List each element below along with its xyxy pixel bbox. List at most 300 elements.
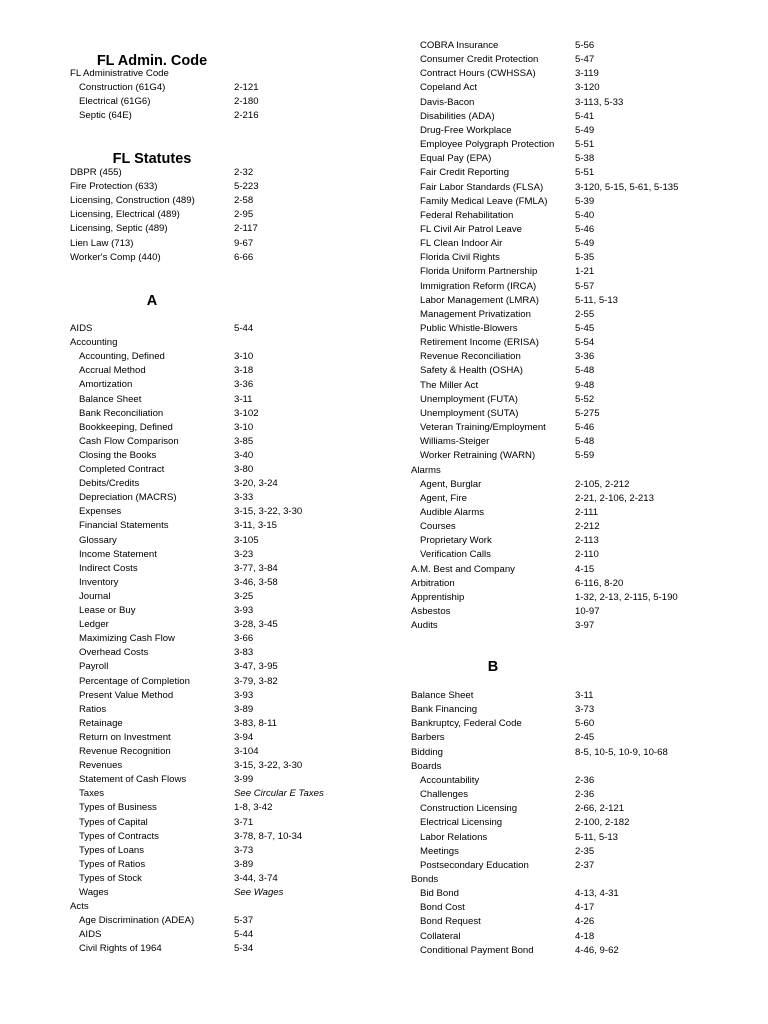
index-page-refs: 2-58	[234, 195, 254, 207]
index-entry	[411, 506, 751, 520]
index-term: Employee Polygraph Protection	[420, 139, 555, 151]
index-entry	[411, 181, 751, 195]
index-entry	[70, 717, 400, 731]
index-term: Challenges	[420, 789, 469, 801]
index-entry	[70, 646, 400, 660]
index-term: Septic (64E)	[79, 110, 132, 122]
index-entry	[411, 364, 751, 378]
index-page-refs: 5-48	[575, 365, 595, 377]
index-page-refs: 5-39	[575, 195, 595, 207]
index-term: Lien Law (713)	[70, 237, 134, 249]
index-term: FL Civil Air Patrol Leave	[420, 223, 523, 235]
index-term: Revenue Reconciliation	[420, 351, 521, 363]
index-term: Consumer Credit Protection	[420, 54, 539, 66]
index-term: Glossary	[79, 534, 117, 546]
index-page-refs: 5-46	[575, 422, 595, 434]
index-term: Cash Flow Comparison	[79, 435, 179, 447]
index-term: Debits/Credits	[79, 478, 140, 490]
index-page-refs: 3-80	[234, 464, 254, 475]
index-page-refs: 3-93	[234, 605, 254, 616]
index-term: Worker's Comp (440)	[70, 251, 161, 263]
index-term: Safety & Health (OSHA)	[420, 365, 523, 377]
index-term: A.M. Best and Company	[411, 563, 515, 575]
index-entry	[411, 322, 751, 336]
index-page-refs: 5-46	[575, 223, 595, 235]
index-page-refs: 5-59	[575, 450, 595, 462]
index-entry	[411, 379, 751, 393]
index-page-refs: 3-18	[234, 365, 254, 377]
index-page-refs: 5-11, 5-13	[575, 294, 619, 306]
index-entry	[70, 562, 400, 576]
index-page-refs: 3-83, 8-11	[234, 717, 278, 729]
index-term: Present Value Method	[79, 689, 174, 701]
index-entry	[411, 534, 751, 548]
index-term: Public Whistle-Blowers	[420, 323, 518, 334]
index-entry	[411, 605, 751, 619]
index-page-refs: 3-78, 8-7, 10-34	[234, 830, 303, 842]
index-page-refs: 3-25	[234, 590, 254, 602]
index-entry	[411, 350, 751, 364]
index-page-refs: 3-120	[575, 82, 600, 94]
index-entry	[411, 280, 751, 294]
index-entry	[70, 393, 400, 407]
index-page-refs: 2-37	[575, 859, 595, 871]
index-term: FL Clean Indoor Air	[420, 238, 503, 250]
index-term: Taxes	[79, 788, 105, 800]
index-term: Federal Rehabilitation	[420, 209, 514, 221]
index-page-refs: 3-11	[575, 690, 594, 701]
index-term: Bookkeeping, Defined	[79, 421, 173, 433]
index-term: Copeland Act	[420, 82, 478, 94]
index-page-refs: 3-66	[234, 633, 254, 645]
index-entry	[70, 801, 400, 815]
index-page-refs: 5-44	[234, 323, 254, 334]
index-term: Fair Labor Standards (FLSA)	[420, 181, 544, 193]
index-page-refs: 6-116, 8-20	[575, 577, 624, 589]
index-term: Audible Alarms	[420, 506, 484, 518]
index-entry	[411, 478, 751, 492]
index-term: Ledger	[79, 619, 109, 631]
index-term: Types of Business	[79, 802, 157, 814]
index-entry	[411, 746, 751, 760]
index-page-refs: 5-48	[575, 436, 595, 448]
index-entry	[411, 39, 751, 53]
index-term: Return on Investment	[79, 731, 171, 743]
index-page-refs: 3-46, 3-58	[234, 576, 278, 588]
index-entry	[411, 619, 751, 633]
index-entry	[411, 788, 751, 802]
index-entry	[411, 887, 751, 901]
index-page-refs: 2-111	[575, 506, 599, 518]
index-term: Types of Ratios	[79, 858, 146, 870]
index-term: Depreciation (MACRS)	[79, 492, 177, 504]
index-entry	[70, 222, 400, 236]
index-entry	[411, 237, 751, 251]
index-term: Bank Reconciliation	[79, 407, 164, 419]
index-entry	[411, 563, 751, 577]
index-term: Electrical Licensing	[420, 817, 503, 829]
index-page-refs: 5-52	[575, 393, 595, 405]
index-page-refs: 4-15	[575, 563, 595, 575]
index-entry	[70, 364, 400, 378]
index-term: AIDS	[70, 323, 93, 334]
index-page-refs: 2-45	[575, 732, 595, 744]
index-entry	[411, 689, 751, 703]
index-page-refs: 3-73	[575, 704, 595, 716]
index-term: The Miller Act	[420, 379, 479, 391]
index-page-refs: 2-66, 2-121	[575, 803, 625, 815]
index-term: Davis-Bacon	[420, 96, 475, 108]
index-page-refs: 3-105	[234, 534, 259, 546]
index-term: AIDS	[79, 929, 102, 941]
index-entry	[70, 660, 400, 674]
index-term: Contract Hours (CWHSSA)	[420, 68, 536, 80]
index-entry	[70, 336, 400, 350]
index-page-refs: 5-11, 5-13	[575, 831, 619, 843]
index-entry	[411, 421, 751, 435]
index-entry	[411, 166, 751, 180]
index-term: Florida Uniform Partnership	[420, 266, 538, 278]
index-term: Bonds	[411, 873, 439, 885]
index-term: Bidding	[411, 746, 444, 758]
index-term: Lease or Buy	[79, 605, 136, 616]
index-entry	[70, 109, 400, 123]
index-term: COBRA Insurance	[420, 40, 499, 51]
index-page-refs: 3-15, 3-22, 3-30	[234, 506, 303, 518]
index-page-refs: 3-79, 3-82	[234, 675, 278, 687]
index-entry	[411, 81, 751, 95]
index-entry	[411, 492, 751, 506]
index-term: Revenues	[79, 760, 123, 772]
index-entry	[70, 844, 400, 858]
index-page-refs: 3-97	[575, 620, 595, 632]
index-entry	[70, 251, 400, 265]
index-page-refs: 3-36	[575, 351, 595, 363]
index-entry	[70, 928, 400, 942]
index-page-refs: 5-37	[234, 915, 254, 927]
index-term: Bond Request	[420, 916, 481, 928]
index-term: Courses	[420, 521, 456, 533]
index-term: Conditional Payment Bond	[420, 944, 534, 956]
index-entry	[411, 152, 751, 166]
index-page-refs: 3-44, 3-74	[234, 872, 278, 884]
index-term: Expenses	[79, 506, 122, 518]
index-page-refs: 3-89	[234, 703, 254, 715]
index-entry	[70, 407, 400, 421]
index-term: Boards	[411, 760, 442, 772]
index-entry	[411, 944, 751, 958]
index-entry	[70, 194, 400, 208]
index-term: Disabilities (ADA)	[420, 110, 495, 122]
index-page-refs: 5-56	[575, 40, 595, 51]
index-term: Agent, Fire	[420, 492, 467, 504]
index-term: Licensing, Septic (489)	[70, 223, 168, 235]
index-entry	[411, 717, 751, 731]
index-page-refs: 3-10	[234, 351, 254, 363]
index-entry	[70, 180, 400, 194]
index-page-refs: 5-49	[575, 124, 595, 136]
index-term: Immigration Reform (IRCA)	[420, 280, 537, 292]
index-term: Payroll	[79, 661, 109, 673]
index-term: Bid Bond	[420, 888, 459, 900]
index-term: Equal Pay (EPA)	[420, 153, 492, 165]
index-term: Age Discrimination (ADEA)	[79, 915, 195, 927]
index-term: Fire Protection (633)	[70, 181, 158, 193]
index-page-refs: 3-93	[234, 689, 254, 701]
index-entry	[411, 859, 751, 873]
index-page-refs: 1-8, 3-42	[234, 802, 273, 814]
index-term: Income Statement	[79, 548, 157, 560]
index-page-refs: 3-11	[234, 393, 253, 405]
index-term: Balance Sheet	[79, 393, 142, 405]
index-term: Percentage of Completion	[79, 675, 190, 687]
index-entry	[411, 251, 751, 265]
index-entry	[70, 632, 400, 646]
index-page-refs: 5-44	[234, 929, 254, 941]
index-entry	[70, 886, 400, 900]
index-entry	[70, 759, 400, 773]
index-term: Balance Sheet	[411, 690, 474, 701]
index-page-refs: 2-113	[575, 535, 599, 547]
index-page-refs: 2-180	[234, 96, 259, 108]
index-page-refs: 2-110	[575, 549, 599, 561]
index-entry	[70, 95, 400, 109]
index-entry	[411, 449, 751, 463]
index-entry	[70, 872, 400, 886]
index-page-refs: 5-275	[575, 407, 600, 419]
index-term: Postsecondary Education	[420, 859, 529, 871]
index-entry	[70, 519, 400, 533]
index-term: Inventory	[79, 576, 119, 588]
index-term: Family Medical Leave (FMLA)	[420, 195, 548, 207]
index-entry	[70, 604, 400, 618]
index-term: Types of Capital	[79, 816, 148, 828]
index-term: Civil Rights of 1964	[79, 943, 162, 955]
index-page-refs: 3-89	[234, 858, 254, 870]
index-term: Collateral	[420, 930, 461, 942]
index-term: Amortization	[79, 379, 133, 391]
index-page-refs: 3-71	[234, 816, 254, 828]
index-term: Wages	[79, 887, 109, 898]
index-page-refs: 4-26	[575, 916, 595, 928]
index-entry	[70, 505, 400, 519]
index-entry	[411, 577, 751, 591]
index-term: Unemployment (FUTA)	[420, 393, 518, 405]
index-page-refs: 2-216	[234, 110, 259, 122]
index-page-refs: 3-20, 3-24	[234, 478, 278, 490]
index-term: Retirement Income (ERISA)	[420, 337, 539, 349]
index-entry	[411, 802, 751, 816]
index-entry	[70, 449, 400, 463]
index-page-refs: 4-18	[575, 930, 595, 942]
index-entry	[411, 209, 751, 223]
index-term: Ratios	[79, 703, 107, 715]
index-term: Journal	[79, 590, 111, 602]
index-entry	[70, 435, 400, 449]
index-page-refs: 9-67	[234, 237, 254, 249]
index-page-refs: 2-36	[575, 789, 595, 801]
index-page-refs: 3-104	[234, 746, 259, 757]
index-term: Apprentiship	[411, 591, 465, 603]
index-page-refs: 3-83	[234, 647, 254, 659]
index-page-refs: 3-99	[234, 774, 254, 786]
index-entry	[70, 208, 400, 222]
index-entry	[411, 393, 751, 407]
index-page-refs: 3-47, 3-95	[234, 661, 278, 673]
index-term: Bank Financing	[411, 704, 478, 716]
index-term: Licensing, Electrical (489)	[70, 209, 180, 221]
index-entry	[70, 322, 400, 336]
index-entry	[70, 773, 400, 787]
index-page-refs: 4-17	[575, 902, 595, 914]
index-term: Closing the Books	[79, 449, 157, 461]
index-entry	[70, 166, 400, 180]
index-entry	[411, 124, 751, 138]
index-term: Statement of Cash Flows	[79, 774, 187, 786]
index-entry	[70, 378, 400, 392]
index-entry	[70, 81, 400, 95]
index-term: Barbers	[411, 732, 445, 744]
index-term: Worker Retraining (WARN)	[420, 450, 536, 462]
index-entry	[70, 830, 400, 844]
index-entry	[411, 816, 751, 830]
index-term: Proprietary Work	[420, 535, 492, 547]
index-page-refs: See Wages	[234, 887, 284, 898]
index-entry	[70, 590, 400, 604]
index-entry	[411, 265, 751, 279]
index-page-refs: 3-23	[234, 548, 254, 560]
index-term: Overhead Costs	[79, 647, 149, 659]
index-entry	[411, 703, 751, 717]
index-term: Management Privatization	[420, 308, 531, 320]
index-page-refs: 4-13, 4-31	[575, 888, 619, 900]
index-page-refs: 2-121	[234, 82, 259, 94]
index-page-refs: 5-49	[575, 238, 595, 250]
index-term: Electrical (61G6)	[79, 96, 151, 108]
index-entry	[70, 745, 400, 759]
index-term: Bond Cost	[420, 902, 465, 914]
index-entry	[411, 407, 751, 421]
index-entry	[70, 675, 400, 689]
index-page-refs: 5-35	[575, 252, 595, 264]
index-term: Williams-Steiger	[420, 436, 490, 448]
index-page-refs: 2-55	[575, 308, 595, 320]
index-entry	[411, 96, 751, 110]
index-page-refs: 5-54	[575, 337, 595, 349]
index-term: Licensing, Construction (489)	[70, 195, 195, 207]
index-entry	[411, 110, 751, 124]
index-entry	[70, 942, 400, 956]
index-page-refs: 3-77, 3-84	[234, 562, 278, 574]
index-entry	[70, 350, 400, 364]
index-entry	[70, 534, 400, 548]
index-page-refs: 5-51	[575, 139, 595, 151]
index-page-refs: 3-85	[234, 435, 254, 447]
index-entry	[70, 237, 400, 251]
index-page-refs: 5-40	[575, 209, 595, 221]
index-term: FL Administrative Code	[70, 68, 169, 79]
index-entry	[70, 576, 400, 590]
index-entry	[70, 67, 400, 81]
index-term: Completed Contract	[79, 464, 165, 475]
index-page-refs: 3-15, 3-22, 3-30	[234, 760, 303, 772]
index-page-refs: 3-94	[234, 731, 254, 743]
index-entry	[70, 787, 400, 801]
index-page-refs: 5-34	[234, 943, 254, 955]
index-page-refs: 5-45	[575, 323, 595, 334]
index-entry	[411, 464, 751, 478]
index-entry	[411, 520, 751, 534]
index-term: Drug-Free Workplace	[420, 124, 512, 136]
index-term: Maximizing Cash Flow	[79, 633, 175, 645]
index-page-refs: 5-223	[234, 181, 259, 193]
index-page-refs: 8-5, 10-5, 10-9, 10-68	[575, 746, 668, 758]
index-page-refs: 3-33	[234, 492, 254, 504]
index-page-refs: 2-36	[575, 774, 595, 786]
index-page-refs: 1-21	[575, 266, 595, 278]
index-term: Accounting, Defined	[79, 351, 165, 363]
index-entry	[411, 774, 751, 788]
index-page-refs: 3-40	[234, 449, 254, 461]
index-entry	[70, 816, 400, 830]
index-page-refs: 5-57	[575, 280, 595, 292]
index-term: Accrual Method	[79, 365, 146, 377]
index-term: Accountability	[420, 774, 480, 786]
index-entry	[411, 308, 751, 322]
index-entry	[70, 463, 400, 477]
index-entry	[411, 67, 751, 81]
index-page-refs: 2-117	[234, 223, 258, 235]
index-entry	[411, 548, 751, 562]
index-page-refs: 3-73	[234, 844, 254, 856]
index-term: Labor Relations	[420, 831, 488, 843]
index-page-refs: 6-66	[234, 251, 254, 263]
index-term: Financial Statements	[79, 520, 169, 532]
index-term: Retainage	[79, 717, 123, 729]
index-entry	[70, 477, 400, 491]
index-entry	[70, 548, 400, 562]
index-term: Types of Loans	[79, 844, 145, 856]
index-term: DBPR (455)	[70, 167, 122, 178]
index-entry	[411, 901, 751, 915]
index-entry	[411, 591, 751, 605]
index-page-refs: 5-47	[575, 54, 595, 66]
index-page-refs: 3-113, 5-33	[575, 96, 624, 108]
index-entry	[70, 703, 400, 717]
index-term: Labor Management (LMRA)	[420, 294, 539, 306]
index-page-refs: 10-97	[575, 606, 600, 617]
index-page-refs: 2-32	[234, 167, 254, 178]
index-page-refs: 3-119	[575, 68, 599, 80]
index-term: Acts	[70, 901, 89, 913]
index-entry	[70, 914, 400, 928]
index-entry	[411, 294, 751, 308]
index-entry	[411, 930, 751, 944]
index-page-refs: 4-46, 9-62	[575, 944, 619, 956]
index-term: Indirect Costs	[79, 562, 138, 574]
index-page-refs: 2-21, 2-106, 2-213	[575, 492, 654, 504]
section-heading-fl-admin-code: FL Admin. Code	[96, 53, 208, 69]
index-page-refs: 3-102	[234, 407, 259, 419]
index-page-refs: 2-95	[234, 209, 254, 221]
index-term: Audits	[411, 620, 438, 632]
index-entry	[411, 760, 751, 774]
index-page-refs: 3-28, 3-45	[234, 619, 278, 631]
index-page-refs: 2-105, 2-212	[575, 478, 630, 490]
index-entry	[411, 873, 751, 887]
index-page-refs: 5-38	[575, 153, 595, 165]
index-term: Florida Civil Rights	[420, 252, 500, 264]
